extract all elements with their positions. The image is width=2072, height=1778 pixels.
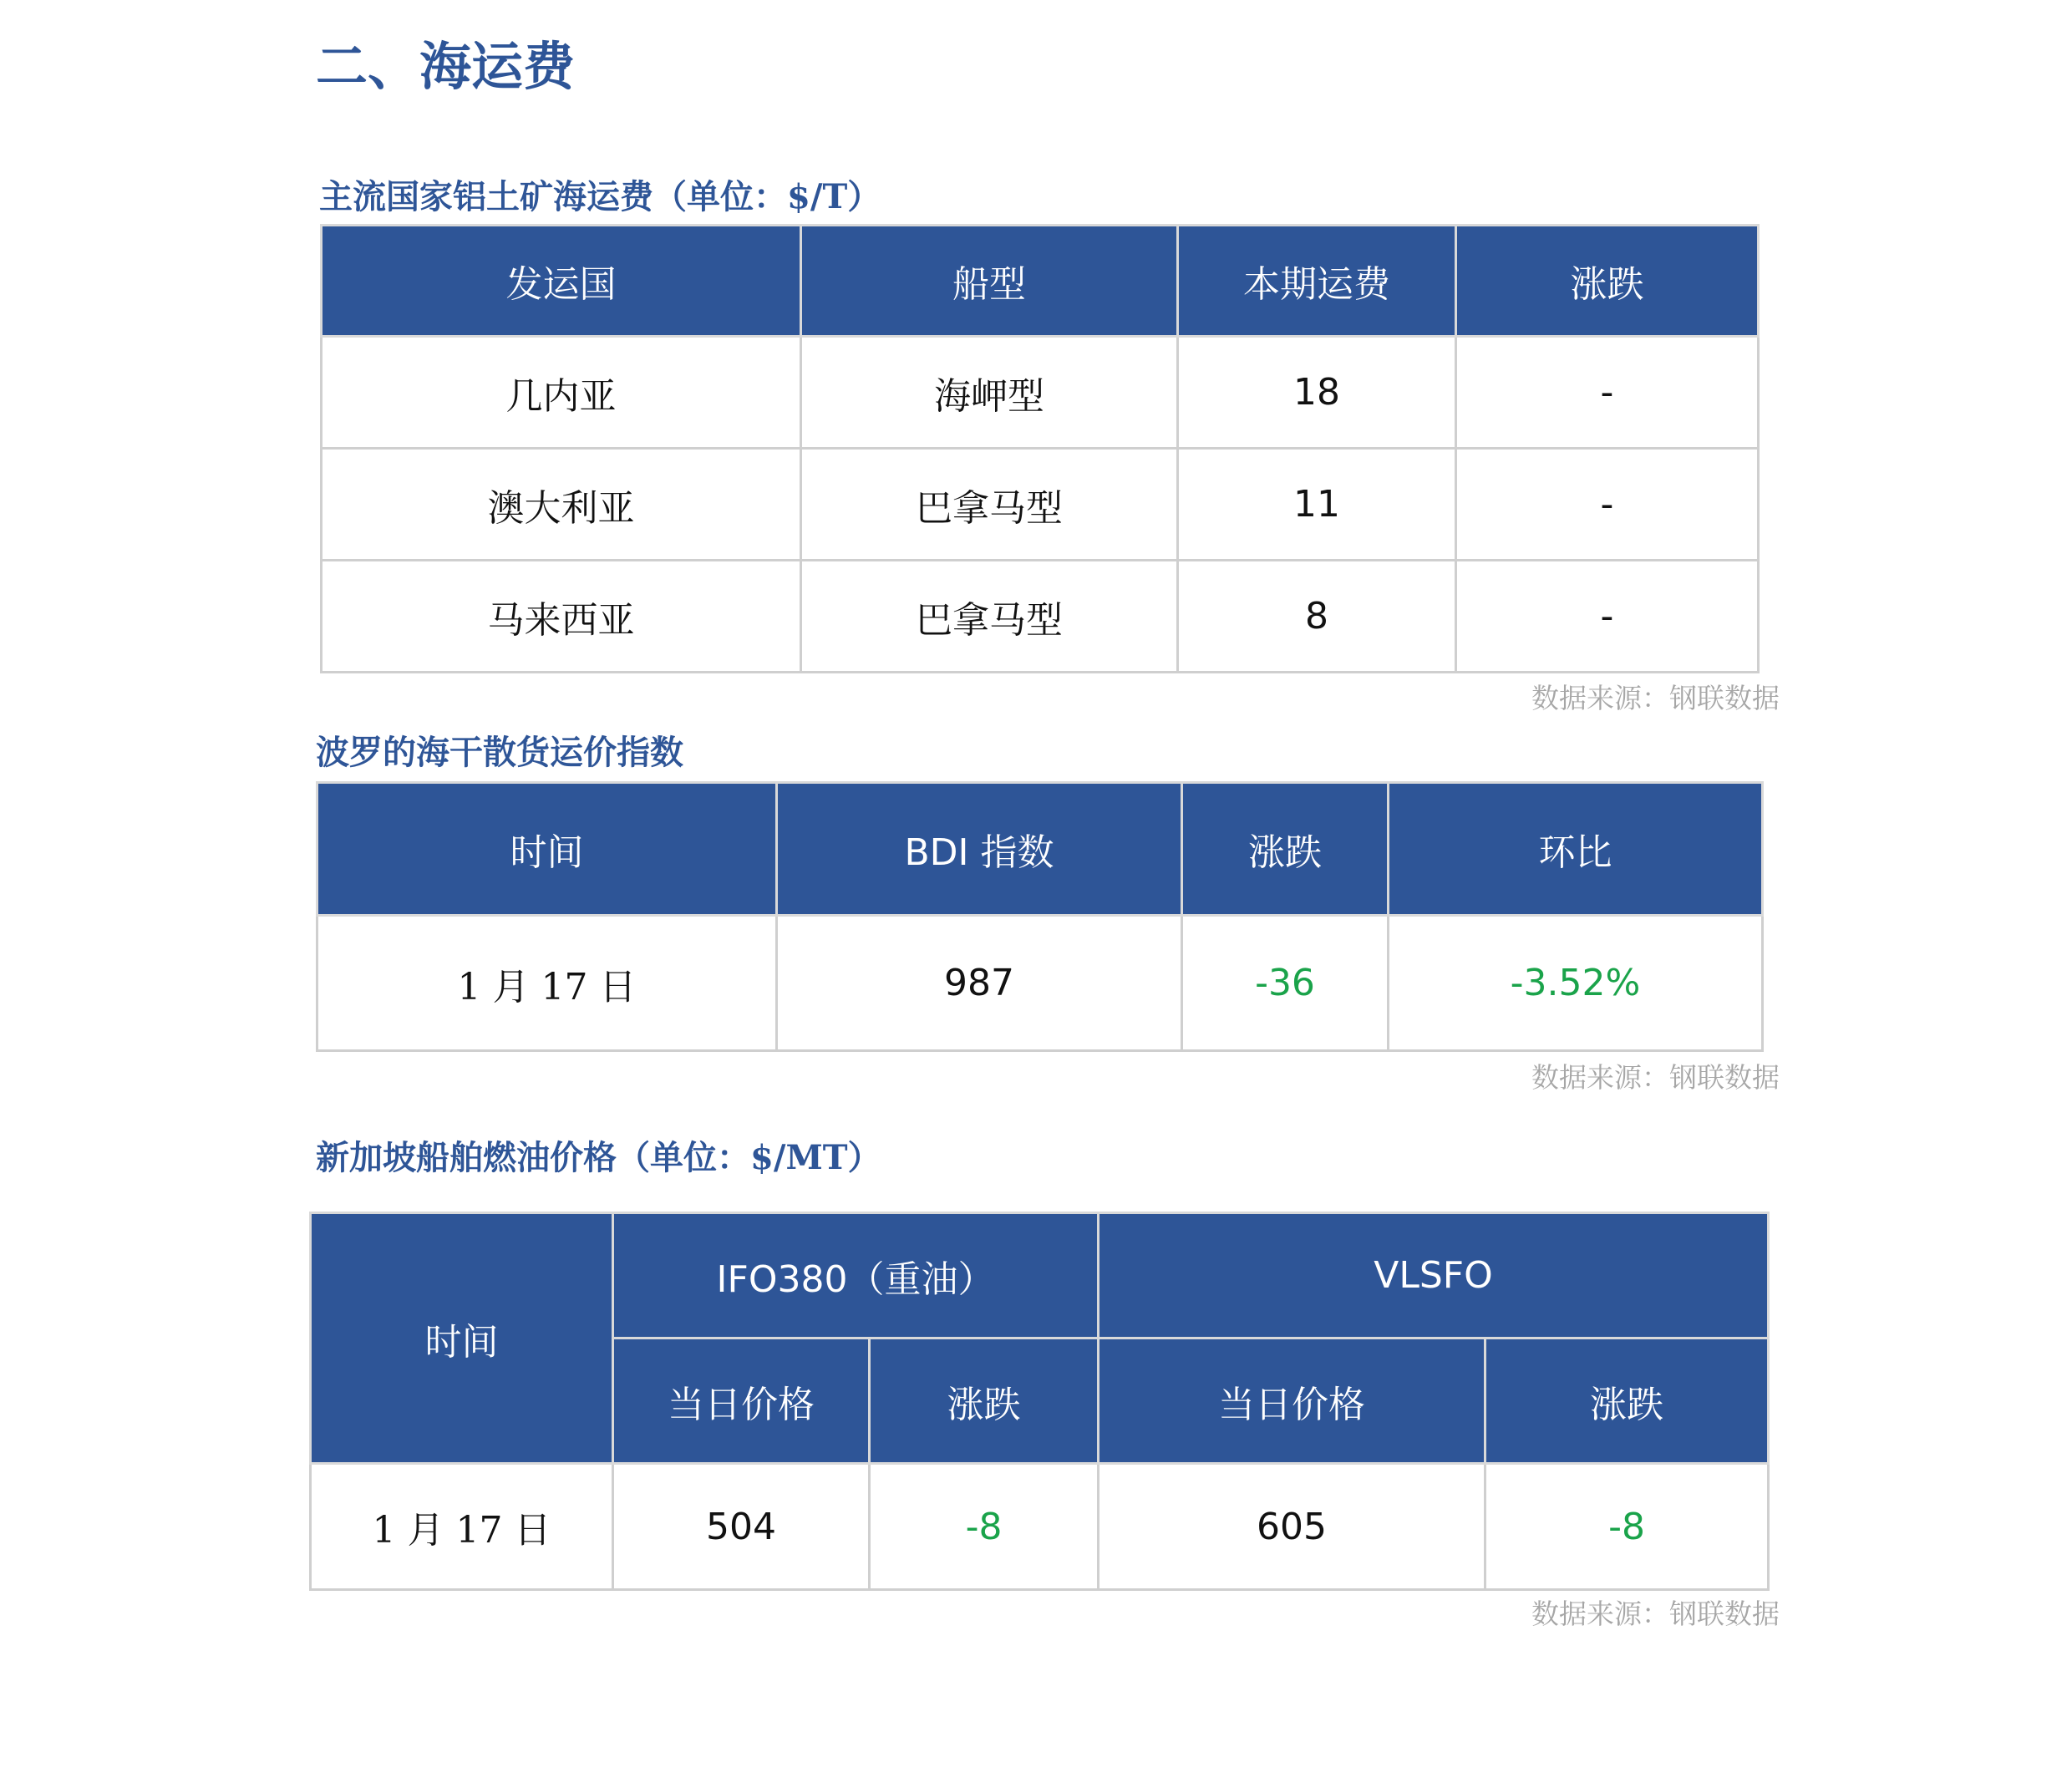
ship-type-cell: 巴拿马型 bbox=[801, 561, 1178, 673]
header-date: 时间 bbox=[311, 1213, 613, 1464]
section-title: 二、海运费 bbox=[316, 36, 576, 97]
header-mom: 环比 bbox=[1389, 783, 1763, 916]
header-vlsfo-change: 涨跌 bbox=[1485, 1339, 1769, 1464]
table-row bbox=[322, 337, 1759, 449]
table-header-row bbox=[311, 1213, 1769, 1339]
header-change: 涨跌 bbox=[1456, 226, 1759, 337]
header-change: 涨跌 bbox=[1182, 783, 1389, 916]
table-row bbox=[322, 449, 1759, 561]
origin-country-cell: 马来西亚 bbox=[322, 561, 801, 673]
header-date: 时间 bbox=[317, 783, 777, 916]
header-vlsfo-price: 当日价格 bbox=[1099, 1339, 1485, 1464]
bunker-fuel-caption: 新加坡船舶燃油价格（单位：$/MT） bbox=[316, 1138, 881, 1177]
table-row bbox=[322, 561, 1759, 673]
ifo380-change-cell: -8 bbox=[870, 1464, 1099, 1590]
change-cell: - bbox=[1456, 561, 1759, 673]
bauxite-freight-caption: 主流国家铝土矿海运费（单位：$/T） bbox=[319, 177, 881, 216]
header-ifo380-price: 当日价格 bbox=[613, 1339, 870, 1464]
date-cell: 1 月 17 日 bbox=[317, 916, 777, 1051]
header-ifo380-change: 涨跌 bbox=[870, 1339, 1099, 1464]
ship-type-cell: 巴拿马型 bbox=[801, 449, 1178, 561]
change-cell: -36 bbox=[1182, 916, 1389, 1051]
origin-country-cell: 几内亚 bbox=[322, 337, 801, 449]
header-origin-country: 发运国 bbox=[322, 226, 801, 337]
table-row bbox=[317, 916, 1763, 1051]
header-current-freight: 本期运费 bbox=[1178, 226, 1456, 337]
bdi-source: 数据来源：钢联数据 bbox=[1531, 1061, 1780, 1094]
bauxite-freight-table bbox=[320, 224, 1760, 673]
bunker-fuel-table bbox=[309, 1212, 1770, 1591]
table-header-row bbox=[322, 226, 1759, 337]
header-vlsfo: VLSFO bbox=[1099, 1213, 1769, 1339]
header-ship-type: 船型 bbox=[801, 226, 1178, 337]
freight-cell: 18 bbox=[1178, 337, 1456, 449]
header-bdi-index: BDI 指数 bbox=[777, 783, 1182, 916]
origin-country-cell: 澳大利亚 bbox=[322, 449, 801, 561]
table-row bbox=[311, 1464, 1769, 1590]
ifo380-price-cell: 504 bbox=[613, 1464, 870, 1590]
bdi-caption: 波罗的海干散货运价指数 bbox=[316, 733, 683, 772]
change-cell: - bbox=[1456, 337, 1759, 449]
header-ifo380: IFO380（重油） bbox=[613, 1213, 1099, 1339]
table-header-row bbox=[317, 783, 1763, 916]
bdi-value-cell: 987 bbox=[777, 916, 1182, 1051]
vlsfo-change-cell: -8 bbox=[1485, 1464, 1769, 1590]
bauxite-freight-source: 数据来源：钢联数据 bbox=[1531, 682, 1780, 714]
freight-cell: 11 bbox=[1178, 449, 1456, 561]
mom-cell: -3.52% bbox=[1389, 916, 1763, 1051]
bdi-table bbox=[316, 781, 1764, 1052]
date-cell: 1 月 17 日 bbox=[311, 1464, 613, 1590]
change-cell: - bbox=[1456, 449, 1759, 561]
freight-cell: 8 bbox=[1178, 561, 1456, 673]
ship-type-cell: 海岬型 bbox=[801, 337, 1178, 449]
bunker-fuel-source: 数据来源：钢联数据 bbox=[1531, 1598, 1780, 1630]
vlsfo-price-cell: 605 bbox=[1099, 1464, 1485, 1590]
